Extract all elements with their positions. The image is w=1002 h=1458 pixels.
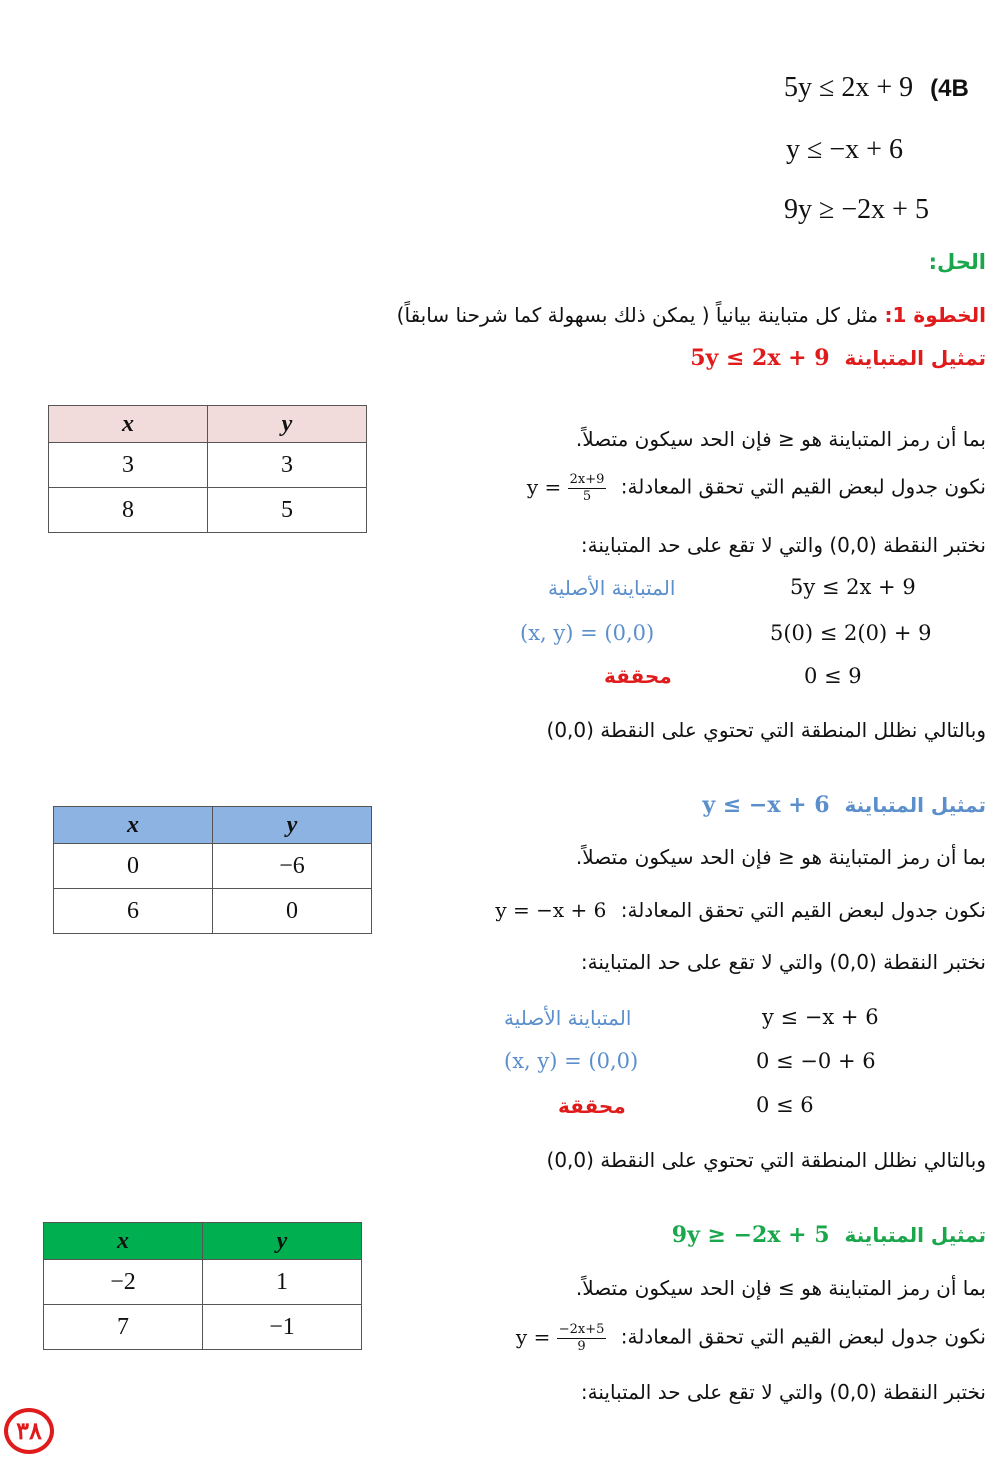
section3-table-line [516, 1322, 986, 1354]
step1-line [397, 303, 986, 327]
header-y: y [203, 1223, 362, 1260]
cell-y: 0 [213, 889, 372, 934]
table-line-text: نكون جدول لبعض القيم التي تحقق المعادلة: [620, 1324, 986, 1349]
inequality-text: 5y ≤ 2x + 9 [784, 72, 914, 103]
section1-test-line: نختبر النقطة (0,0) والتي لا تقع على حد المتباينة: [580, 533, 986, 557]
cell-x: 6 [54, 889, 213, 934]
section3-test-line: نختبر النقطة (0,0) والتي لا تقع على حد المتباينة: [580, 1380, 986, 1404]
section1-original: 5y ≤ 2x + 9 [790, 575, 916, 599]
table-row [44, 1260, 362, 1305]
table-row [44, 1305, 362, 1350]
section1-original-label: المتباينة الأصلية [548, 576, 676, 600]
section-title-inequality: 5y ≤ 2x + 9 [690, 345, 830, 371]
section1-title [690, 345, 986, 371]
cell-x: 0 [54, 844, 213, 889]
equation-denominator: 9 [577, 1338, 586, 1354]
header-x: x [49, 406, 208, 443]
table-header-row [54, 807, 372, 844]
cell-y: −6 [213, 844, 372, 889]
section1-table-line [527, 472, 986, 504]
table-line-text: نكون جدول لبعض القيم التي تحقق المعادلة: [620, 474, 986, 499]
problem-inequality-1 [784, 72, 969, 104]
table-row [49, 488, 367, 533]
solution-label: الحل: [928, 250, 986, 274]
problem-label: (4B [930, 75, 969, 102]
section1-result: 0 ≤ 9 [804, 664, 862, 688]
cell-x: −2 [44, 1260, 203, 1305]
header-x: x [54, 807, 213, 844]
cell-y: 1 [203, 1260, 362, 1305]
section2-original-label: المتباينة الأصلية [504, 1006, 632, 1030]
header-y: y [213, 807, 372, 844]
section1-symbol-line: بما أن رمز المتباينة هو ≤ فإن الحد سيكون متصلاً. [575, 427, 986, 451]
cell-y: 5 [208, 488, 367, 533]
problem-inequality-2: y ≤ −x + 6 [786, 134, 903, 165]
equation [515, 1322, 606, 1354]
section-title-text: تمثيل المتباينة [844, 346, 986, 370]
section2-title [702, 792, 986, 818]
section1-values-table [48, 405, 367, 533]
table-header-row [49, 406, 367, 443]
section2-table-line [495, 898, 986, 922]
equation: y = −x + 6 [495, 898, 607, 922]
equation-lhs: y = [515, 1324, 551, 1349]
section3-title [672, 1222, 986, 1248]
section3-symbol-line: بما أن رمز المتباينة هو ≥ فإن الحد سيكون متصلاً. [575, 1276, 986, 1300]
section2-substituted: 0 ≤ −0 + 6 [756, 1049, 876, 1073]
header-y: y [208, 406, 367, 443]
step1-text: مثل كل متباينة بيانياً ( يمكن ذلك بسهولة كما شرحنا سابقاً) [396, 303, 879, 327]
table-line-text: نكون جدول لبعض القيم التي تحقق المعادلة: [620, 898, 986, 922]
table-row [54, 889, 372, 934]
table-row [54, 844, 372, 889]
section2-conclusion: وبالتالي نظلل المنطقة التي تحتوي على النقطة (0,0) [546, 1148, 986, 1172]
cell-y: 3 [208, 443, 367, 488]
equation-numerator: 2x+9 [569, 472, 605, 487]
section1-conclusion: وبالتالي نظلل المنطقة التي تحتوي على النقطة (0,0) [546, 718, 986, 742]
equation [526, 472, 607, 504]
cell-x: 8 [49, 488, 208, 533]
section1-point-label: (x, y) = (0,0) [520, 621, 655, 645]
table-row [49, 443, 367, 488]
section-title-text: تمثيل المتباينة [844, 793, 986, 817]
section2-point-label: (x, y) = (0,0) [504, 1049, 639, 1073]
section1-substituted: 5(0) ≤ 2(0) + 9 [770, 621, 932, 645]
problem-inequality-3: 9y ≥ −2x + 5 [784, 194, 929, 225]
cell-x: 7 [44, 1305, 203, 1350]
page-number: ٣٨ [16, 1417, 42, 1445]
section3-values-table [43, 1222, 362, 1350]
page-number-badge [4, 1408, 54, 1454]
section2-result-label: محققة [558, 1094, 626, 1118]
section2-result: 0 ≤ 6 [756, 1093, 814, 1117]
section2-test-line: نختبر النقطة (0,0) والتي لا تقع على حد المتباينة: [580, 950, 986, 974]
equation-numerator: −2x+5 [558, 1322, 605, 1337]
table-header-row [44, 1223, 362, 1260]
equation-denominator: 5 [582, 488, 592, 504]
cell-y: −1 [203, 1305, 362, 1350]
section2-symbol-line: بما أن رمز المتباينة هو ≤ فإن الحد سيكون متصلاً. [575, 845, 986, 869]
section2-values-table [53, 806, 372, 934]
step1-label: الخطوة 1: [884, 303, 986, 327]
section-title-inequality: y ≤ −x + 6 [702, 792, 830, 818]
section-title-text: تمثيل المتباينة [844, 1223, 986, 1247]
cell-x: 3 [49, 443, 208, 488]
header-x: x [44, 1223, 203, 1260]
section-title-inequality: 9y ≥ −2x + 5 [671, 1222, 830, 1248]
section1-result-label: محققة [604, 664, 672, 688]
section2-original: y ≤ −x + 6 [762, 1005, 879, 1029]
equation-lhs: y = [526, 474, 562, 499]
